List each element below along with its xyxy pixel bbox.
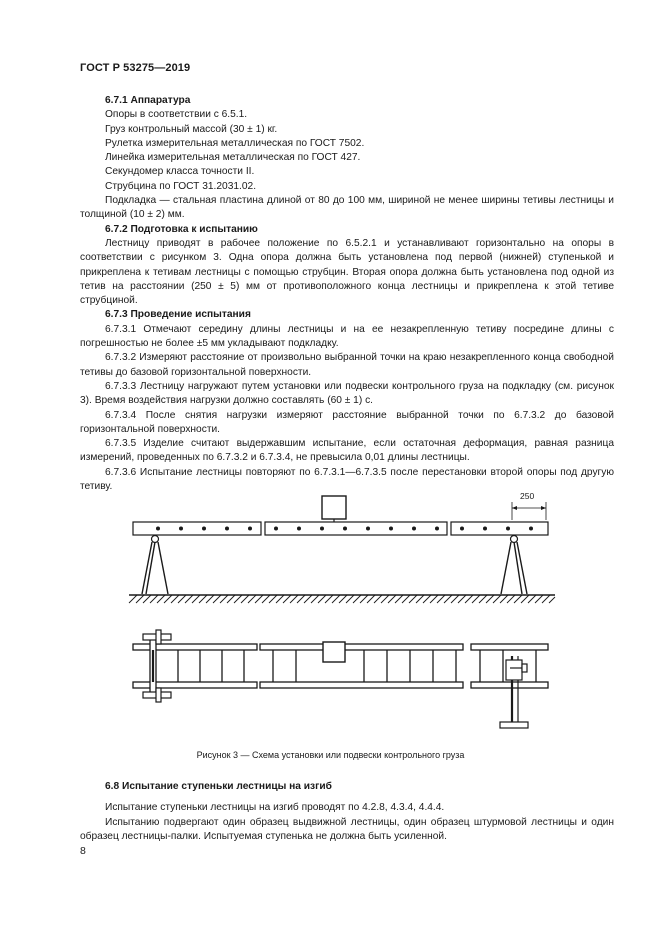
section-6-8-paragraph: Испытание ступеньки лестницы на изгиб проводят по 4.2.8, 4.3.4, 4.4.4.: [105, 802, 445, 814]
section-6-8-heading: 6.8 Испытание ступеньки лестницы на изгиб: [105, 781, 332, 792]
left-clamp-top-view: [143, 630, 171, 702]
preparation-paragraph: Лестницу приводят в рабочее положение по 6.5.2.1 и устанавливают горизонтально на опоры в соответствии с рисунком 3. Одна опора должна быть установлена под первой (нижней) ступенькой и прикреплена к тетивам лестницы с помощью струбцин. Вторая опора должна быть установлена под одной из тетив на расстоянии (250 ± 5) мм от противоположного конца лестницы и прикреплена к этой тетиве струбциной.: [80, 237, 614, 307]
test-step-paragraph: 6.7.3.3 Лестницу нагружают путем установки или подвески контрольного груза на подкладку (см. рисунок 3). Время воздействия нагрузки должно составлять (60 ± 1) с.: [80, 380, 614, 407]
right-support: [501, 536, 527, 595]
section-6-8-paragraph: Испытанию подвергают один образец выдвижной лестницы, один образец штурмовой лестницы и один образец лестницы-палки. Испытуемая ступенька не должна быть усиленной.: [80, 816, 614, 842]
rung-holes: [156, 527, 533, 531]
section-6-8: [80, 780, 614, 844]
test-step-paragraph: 6.7.3.2 Измеряют расстояние от произвольно выбранной точки на краю незакрепленного конца свободной тетивы до базовой горизонтальной поверхности.: [80, 352, 614, 378]
test-step-paragraph: 6.7.3.1 Отмечают середину длины лестницы и на ее незакрепленную тетиву посредине длины с погрешностью не более ±5 мм укладывают подкладку.: [80, 323, 614, 350]
section-6-7-3-heading: 6.7.3 Проведение испытания: [105, 309, 251, 321]
apparatus-line: Опоры в соответствии с 6.5.1.: [105, 109, 248, 121]
left-support: [142, 536, 168, 595]
document-header: ГОСТ Р 53275—2019: [80, 62, 191, 74]
spacer: [80, 794, 614, 801]
figure-3-diagram: [0, 488, 661, 758]
apparatus-line: Рулетка измерительная металлическая по ГОСТ 7502.: [105, 137, 365, 149]
dimension-line: [512, 502, 546, 520]
ground-hatching: [129, 595, 555, 603]
document-body: [80, 94, 614, 494]
test-step-paragraph: 6.7.3.4 После снятия нагрузки измеряют расстояние выбранной точки по 6.7.3.2 до базовой горизонтальной поверхности.: [80, 409, 614, 435]
section-6-7-1-heading: 6.7.1 Аппаратура: [105, 95, 191, 106]
control-load-weight: [322, 496, 346, 522]
apparatus-line: Секундомер класса точности II.: [105, 166, 255, 178]
dimension-label: 250: [520, 491, 535, 501]
right-support-top-view: [500, 656, 528, 728]
figure-caption: Рисунок 3 — Схема установки или подвески контрольного груза: [196, 750, 465, 760]
test-step-paragraph: 6.7.3.5 Изделие считают выдержавшим испытание, если остаточная деформация, равная разница измерений, проведенных по 6.7.3.2 и 6.7.3.4, не превысила 0,01 длины лестницы.: [80, 438, 614, 464]
apparatus-line: Груз контрольный массой (30 ± 1) кг.: [105, 123, 278, 135]
control-load-top-view: [323, 642, 345, 662]
apparatus-line: Струбцина по ГОСТ 31.2031.02.: [105, 180, 257, 192]
pad-paragraph: Подкладка — стальная пластина длиной от 80 до 100 мм, шириной не менее ширины тетивы лестницы и толщиной (10 ± 2) мм.: [80, 195, 614, 221]
section-6-7-2-heading: 6.7.2 Подготовка к испытанию: [105, 223, 258, 235]
apparatus-line: Линейка измерительная металлическая по ГОСТ 427.: [105, 152, 361, 164]
test-step-paragraph: 6.7.3.6 Испытание лестницы повторяют по 6.7.3.1—6.7.3.5 после перестановки второй опоры под другую тетиву.: [80, 466, 614, 493]
page-number: 8: [80, 845, 86, 857]
